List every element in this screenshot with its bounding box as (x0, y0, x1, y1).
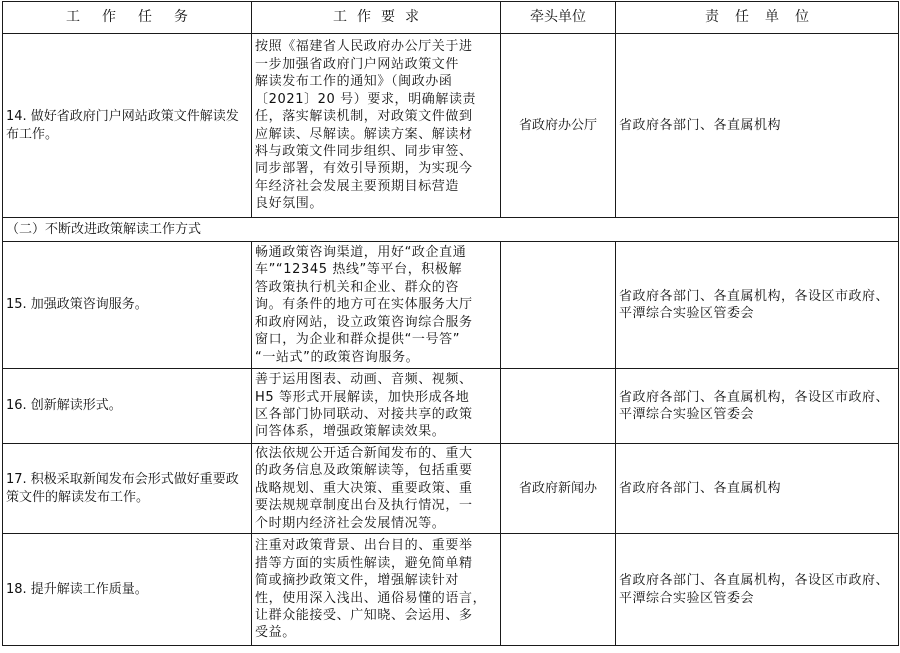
requirement-line: 要法规规章制度出台及执行情况，一 (255, 498, 473, 514)
task-cell: 15. 加强政策咨询服务。 (3, 242, 252, 369)
requirement-line: 区各部门协同联动、对接共享的政策 (255, 407, 473, 422)
requirement-line: 〔2021〕20 号）要求，明确解读责 (255, 91, 477, 107)
requirement-line: 和政府网站，设立政策咨询综合服务 (255, 314, 473, 330)
requirement-line: 料与政策文件同步组织、同步审签、 (255, 143, 473, 159)
requirement-line: 畅通政策咨询渠道，用好“政企直通 (255, 245, 467, 261)
requirement-line: 注重对政策背景、出台目的、重要举 (255, 538, 473, 554)
requirement-line: 措等方面的实质性解读，避免简单精 (255, 555, 473, 571)
header-row (3, 2, 899, 34)
requirement-line: 的政务信息及政策解读等，包括重要 (255, 463, 473, 479)
lead-unit-cell: 省政府办公厅 (501, 34, 616, 218)
requirement-line: 个时期内经济社会发展情况等。 (255, 515, 446, 531)
section-row (3, 218, 899, 242)
section-heading: （二）不断改进政策解读工作方式 (3, 218, 899, 242)
requirement-line: 车”“12345 热线”等平台，积极解 (255, 262, 463, 278)
responsible-units-cell: 省政府各部门、各直属机构，各设区市政府、平潭综合实验区管委会 (616, 369, 899, 444)
requirement-line: 让群众能接受、广知晓、会运用、多 (255, 607, 473, 623)
requirement-line: 询。有条件的地方可在实体服务大厅 (255, 297, 473, 313)
requirement-cell (252, 444, 501, 534)
header-requirement: 工作要求 (252, 2, 501, 34)
task-cell: 18. 提升解读工作质量。 (3, 534, 252, 646)
table-row (3, 242, 899, 369)
lead-unit-cell (501, 534, 616, 646)
requirement-line: H5 等形式开展解读，加快形成各地 (255, 389, 470, 405)
requirement-cell (252, 534, 501, 646)
requirement-line: 善于运用图表、动画、音频、视频、 (255, 372, 473, 388)
requirement-line: 应解读、尽解读。解读方案、解读材 (255, 126, 473, 142)
responsible-units-cell: 省政府各部门、各直属机构 (616, 34, 899, 218)
requirement-line: 任，落实解读机制，对政策文件做到 (255, 109, 473, 125)
header-responsible-units: 责任单位 (616, 2, 899, 34)
requirement-line: 问答体系，增强政策解读效果。 (255, 424, 446, 440)
lead-unit-cell (501, 242, 616, 369)
requirement-line: 一步加强省政府门户网站政策文件 (255, 56, 460, 72)
requirement-line: 答政策执行机关和企业、群众的咨 (255, 279, 460, 295)
requirement-line: 解读发布工作的通知》（闽政办函 (255, 74, 453, 90)
requirement-cell (252, 369, 501, 444)
requirement-line: 年经济社会发展主要预期目标营造 (255, 178, 460, 194)
task-cell: 14. 做好省政府门户网站政策文件解读发布工作。 (3, 34, 252, 218)
task-cell: 17. 积极采取新闻发布会形式做好重要政策文件的解读发布工作。 (3, 444, 252, 534)
task-cell: 16. 创新解读形式。 (3, 369, 252, 444)
table-row (3, 444, 899, 534)
requirement-line: 依法依规公开适合新闻发布的、重大 (255, 445, 473, 461)
task-table (2, 1, 899, 646)
requirement-line: 受益。 (255, 625, 296, 641)
requirement-line: 性，使用深入浅出、通俗易懂的语言， (255, 590, 487, 606)
requirement-line: 按照《福建省人民政府办公厅关于进 (255, 39, 473, 55)
table-row (3, 534, 899, 646)
requirement-line: “一站式”的政策咨询服务。 (255, 349, 420, 365)
requirement-cell (252, 34, 501, 218)
requirement-line: 同步部署，有效引导预期，为实现今 (255, 161, 473, 177)
responsible-units-cell: 省政府各部门、各直属机构，各设区市政府、平潭综合实验区管委会 (616, 534, 899, 646)
requirement-line: 简或摘抄政策文件，增强解读针对 (255, 573, 460, 589)
requirement-line: 窗口，为企业和群众提供“一号答” (255, 332, 461, 348)
requirement-line: 良好氛围。 (255, 196, 324, 212)
responsible-units-cell: 省政府各部门、各直属机构，各设区市政府、平潭综合实验区管委会 (616, 242, 899, 369)
requirement-line: 战略规划、重大决策、重要政策、重 (255, 480, 473, 496)
lead-unit-cell (501, 369, 616, 444)
responsible-units-cell: 省政府各部门、各直属机构 (616, 444, 899, 534)
table-row (3, 369, 899, 444)
header-lead-unit: 牵头单位 (501, 2, 616, 34)
requirement-cell (252, 242, 501, 369)
header-task: 工作任务 (3, 2, 252, 34)
table-row (3, 34, 899, 218)
lead-unit-cell: 省政府新闻办 (501, 444, 616, 534)
